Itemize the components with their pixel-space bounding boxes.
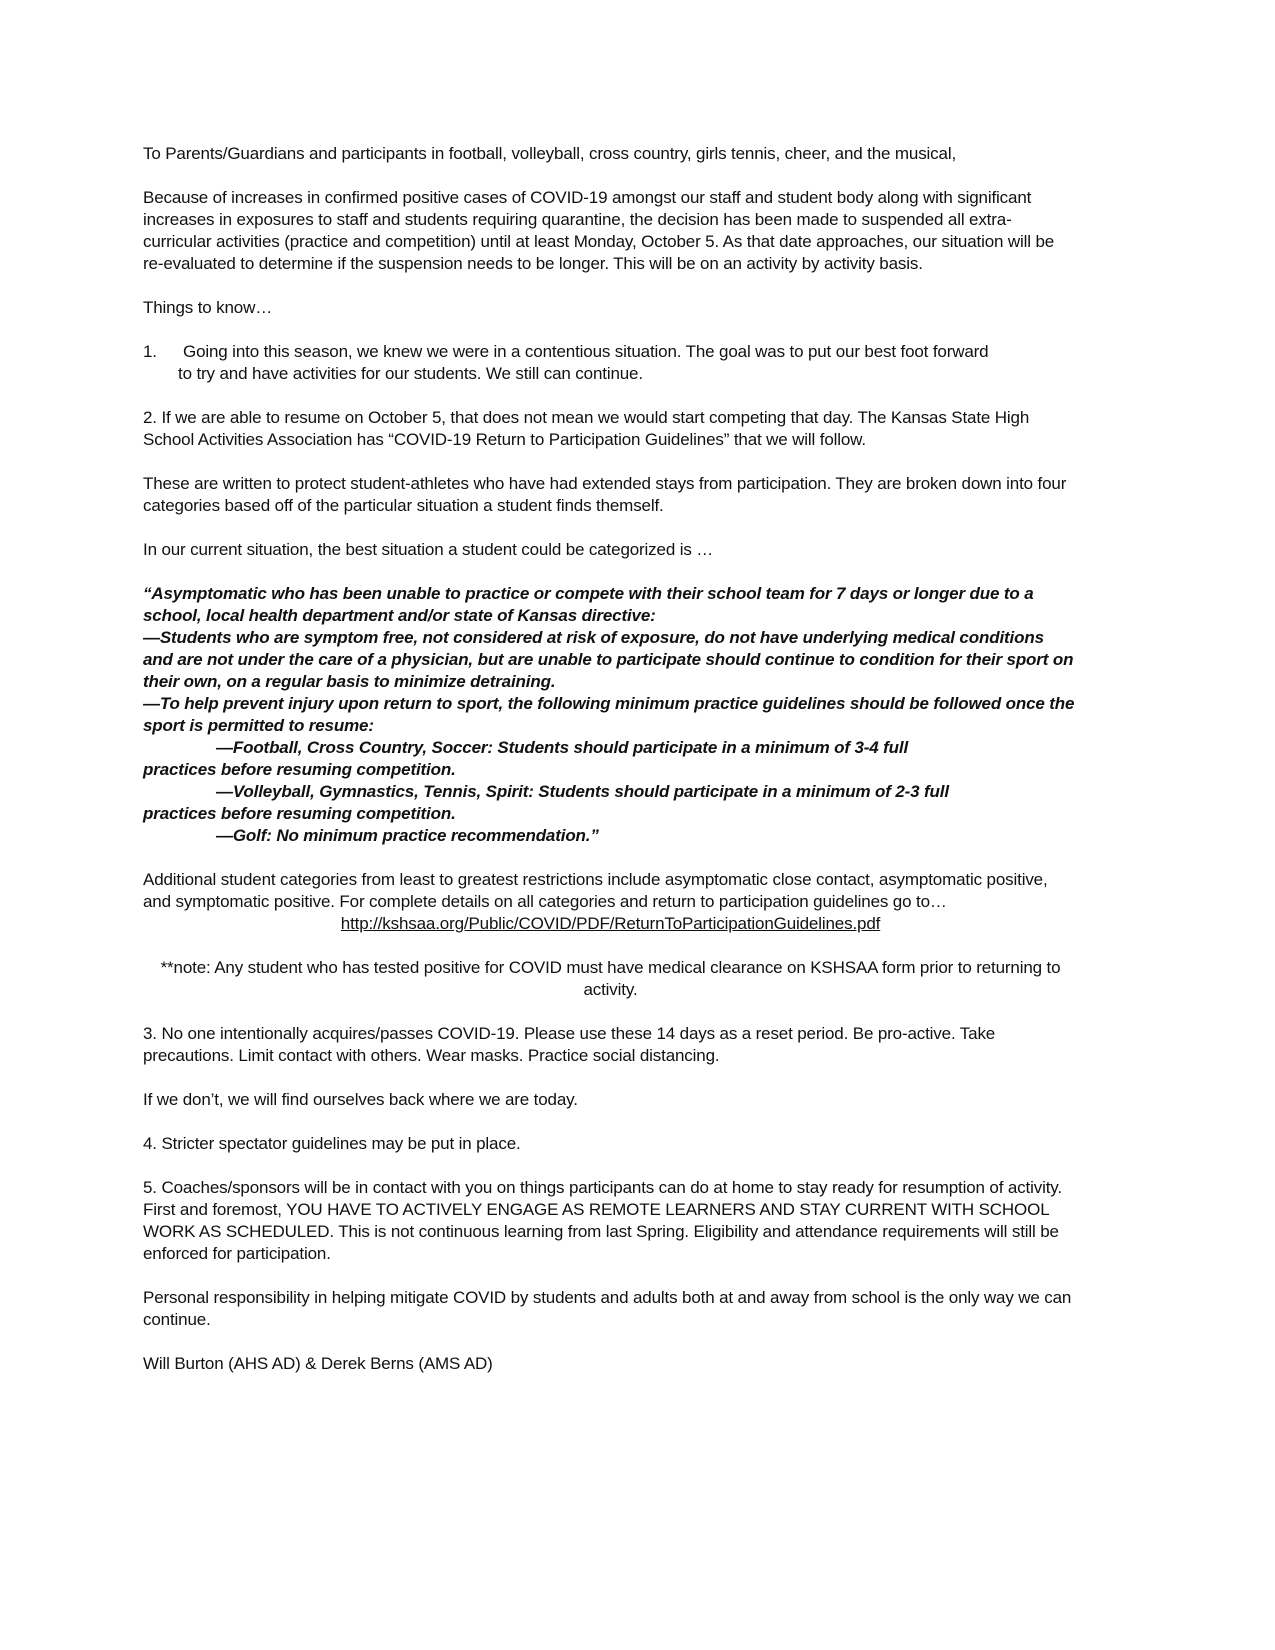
list-item-4: 4. Stricter spectator guidelines may be put in place.: [143, 1134, 521, 1153]
closing-paragraph: Personal responsibility in helping mitigate COVID by students and adults both at and away from school is the only way we can continue.: [143, 1288, 1072, 1329]
list-item-5: 5. Coaches/sponsors will be in contact with you on things participants can do at home to stay ready for resumption of activity. First and foremost, YOU HAVE TO ACTIVELY ENGAGE AS REMOTE LEARNERS AND STAY CURRENT WITH SCHOOL WORK AS SCHEDULED. This is not continuous learning from last Spring. Eligibility and attendance requirements will still be enforced for participation.: [143, 1178, 1062, 1263]
guidelines-intro: These are written to protect student-athletes who have had extended stays from participation. They are broken down into four categories based off of the particular situation a student finds themself.: [143, 474, 1067, 515]
guidelines-link[interactable]: http://kshsaa.org/Public/COVID/PDF/ReturnToParticipationGuidelines.pdf: [340, 914, 881, 933]
salutation: To Parents/Guardians and participants in football, volleyball, cross country, girls tennis, cheer, and the musical,: [143, 144, 957, 163]
quote-golf: —Golf: No minimum practice recommendation.”: [216, 826, 599, 845]
list-item-1: [143, 341, 1078, 385]
list-item-3: 3. No one intentionally acquires/passes COVID-19. Please use these 14 days as a reset period. Be pro-active. Take precautions. Limit contact with others. Wear masks. Practice social distancing.: [143, 1024, 996, 1065]
guidelines-link-row: [143, 913, 1078, 935]
kshsaa-quote: [143, 583, 1078, 847]
things-heading: Things to know…: [143, 298, 273, 317]
signature: Will Burton (AHS AD) & Derek Berns (AMS AD): [143, 1354, 493, 1373]
quote-para-1: “Asymptomatic who has been unable to practice or compete with their school team for 7 days or longer due to a school, local health department and/or state of Kansas directive:: [143, 584, 1034, 625]
quote-para-3: —To help prevent injury upon return to sport, the following minimum practice guidelines should be followed once the sport is permitted to resume:: [143, 694, 1075, 735]
list-number: 1.: [143, 342, 157, 361]
additional-categories: Additional student categories from least to greatest restrictions include asymptomatic close contact, asymptomatic positive, and symptomatic positive. For complete details on all categories and return to participation guidelines go to…: [143, 870, 1048, 911]
consequence: If we don’t, we will find ourselves back where we are today.: [143, 1090, 578, 1109]
quote-football-line2: practices before resuming competition.: [143, 760, 456, 779]
list-item-line1: Going into this season, we knew we were in a contentious situation. The goal was to put our best foot forward: [183, 342, 989, 361]
quote-volleyball-line2: practices before resuming competition.: [143, 804, 456, 823]
list-item-line2: to try and have activities for our students. We still can continue.: [178, 364, 643, 383]
intro-paragraph: Because of increases in confirmed positive cases of COVID-19 amongst our staff and student body along with significant increases in exposures to staff and students requiring quarantine, the decision has been made to suspended all extra-curricular activities (practice and competition) until at least Monday, October 5. As that date approaches, our situation will be re-evaluated to determine if the suspension needs to be longer. This will be on an activity by activity basis.: [143, 188, 1055, 273]
quote-football-line1: —Football, Cross Country, Soccer: Students should participate in a minimum of 3-4 full: [216, 738, 909, 757]
quote-para-2: —Students who are symptom free, not considered at risk of exposure, do not have underlying medical conditions and are not under the care of a physician, but are unable to participate should continue to condition for their sport on their own, on a regular basis to minimize detraining.: [143, 628, 1074, 691]
quote-volleyball-line1: —Volleyball, Gymnastics, Tennis, Spirit: Students should participate in a minimum of 2-3 full: [216, 782, 949, 801]
letter-page: [143, 143, 1078, 1397]
list-item-2: 2. If we are able to resume on October 5, that does not mean we would start competing that day. The Kansas State High School Activities Association has “COVID-19 Return to Participation Guidelines” that we will follow.: [143, 408, 1030, 449]
best-situation: In our current situation, the best situation a student could be categorized is …: [143, 540, 714, 559]
medical-clearance-note: **note: Any student who has tested positive for COVID must have medical clearance on KSHSAA form prior to returning to activity.: [160, 958, 1061, 999]
list-item-text: [178, 341, 1078, 385]
